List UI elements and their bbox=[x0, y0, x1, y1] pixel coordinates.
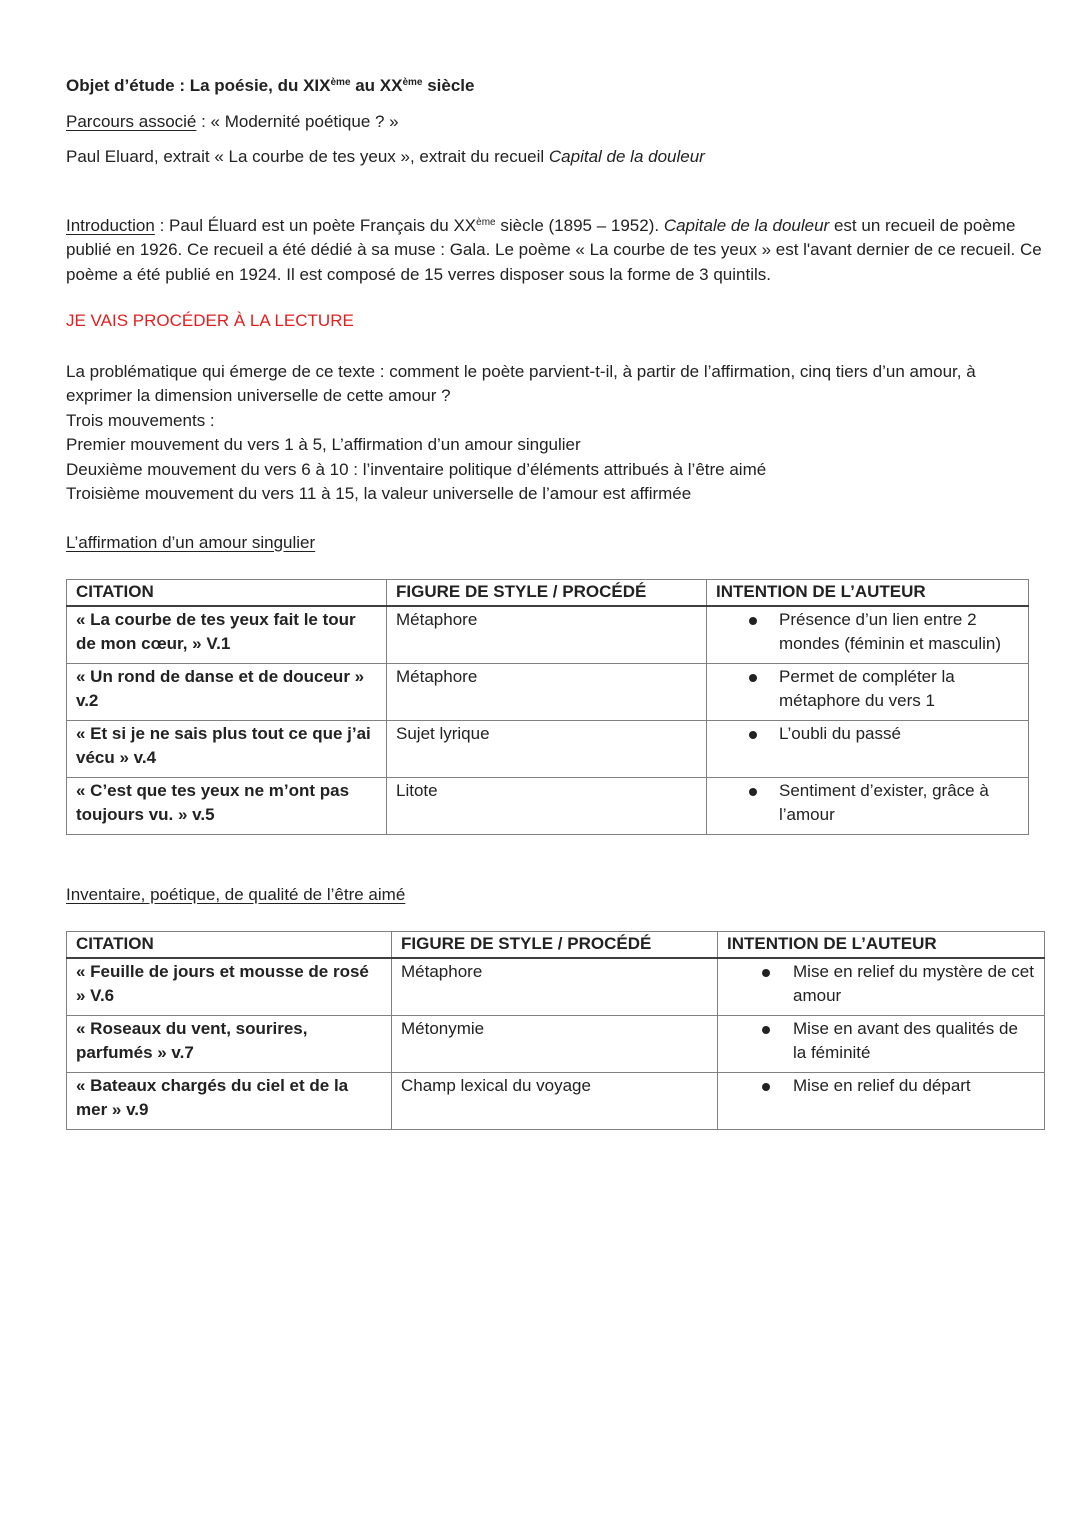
table-header-row bbox=[67, 932, 1045, 958]
intro-part3: est un recueil de poème publié en 1926. Ce recueil a été dédié à sa muse : Gala. Le poème « La courbe de tes yeux » est l'avant dernier de ce recueil. Ce poème a été publié en 1924. Il est composé de 15 verres disposer sous la forme de 3 quintils. bbox=[66, 215, 1042, 284]
source-recueil: Capital de la douleur bbox=[548, 147, 705, 166]
source-line bbox=[66, 145, 1046, 170]
parcours-line bbox=[66, 110, 1046, 135]
intention-cell bbox=[718, 958, 1045, 1016]
mouvement-3: Troisième mouvement du vers 11 à 15, la valeur universelle de l’amour est affirmée bbox=[66, 484, 692, 503]
intention-cell bbox=[718, 1072, 1045, 1129]
header-citation: CITATION bbox=[67, 932, 392, 958]
sup-2: ème bbox=[402, 77, 423, 88]
section1-title: L’affirmation d’un amour singulier bbox=[66, 532, 316, 552]
bullet-icon bbox=[749, 674, 757, 682]
introduction-paragraph bbox=[66, 214, 1046, 288]
intention-text: Mise en relief du départ bbox=[793, 1075, 971, 1095]
intention-cell bbox=[718, 1015, 1045, 1072]
intention-cell bbox=[707, 606, 1029, 664]
figure-cell: Métaphore bbox=[392, 958, 718, 1016]
intro-part2: siècle (1895 – 1952). bbox=[495, 215, 664, 235]
figure-cell: Sujet lyrique bbox=[387, 720, 707, 777]
objet-etude-heading bbox=[66, 74, 1046, 99]
intention-text: L’oubli du passé bbox=[779, 723, 901, 743]
mouvement-1: Premier mouvement du vers 1 à 5, L’affirmation d’un amour singulier bbox=[66, 435, 581, 454]
lecture-heading: JE VAIS PROCÉDER À LA LECTURE bbox=[66, 311, 354, 330]
objet-mid: au XX bbox=[350, 76, 403, 95]
mouvements-title: Trois mouvements : bbox=[66, 410, 215, 430]
figure-cell: Métaphore bbox=[387, 606, 707, 664]
header-intention: INTENTION DE L’AUTEUR bbox=[707, 580, 1029, 606]
intro-label: Introduction bbox=[66, 215, 155, 235]
table-row bbox=[67, 720, 1029, 777]
intention-cell bbox=[707, 777, 1029, 834]
source-text: Paul Eluard, extrait « La courbe de tes yeux », extrait du recueil bbox=[66, 147, 549, 166]
table-row bbox=[67, 606, 1029, 664]
figure-cell: Champ lexical du voyage bbox=[392, 1072, 718, 1129]
header-intention: INTENTION DE L’AUTEUR bbox=[718, 932, 1045, 958]
intention-text: Présence d’un lien entre 2 mondes (féminin et masculin) bbox=[779, 609, 1002, 653]
sup-1: ème bbox=[330, 77, 351, 88]
table-row bbox=[67, 663, 1029, 720]
intention-text: Sentiment d’exister, grâce à l’amour bbox=[779, 780, 989, 824]
table-amour-singulier bbox=[66, 579, 1029, 835]
figure-cell: Litote bbox=[387, 777, 707, 834]
header-citation: CITATION bbox=[67, 580, 387, 606]
citation-cell: « Roseaux du vent, sourires, parfumés » v.7 bbox=[67, 1015, 392, 1072]
objet-end: siècle bbox=[422, 76, 475, 95]
intention-text: Mise en relief du mystère de cet amour bbox=[793, 961, 1034, 1005]
problematique-question: La problématique qui émerge de ce texte : comment le poète parvient-t-il, à partir de l’affirmation, cinq tiers d’un amour, à exprimer la dimension universelle de cette amour ? bbox=[66, 361, 976, 405]
intro-part1: : Paul Éluard est un poète Français du XX bbox=[154, 215, 477, 235]
figure-cell: Métonymie bbox=[392, 1015, 718, 1072]
parcours-value: : « Modernité poétique ? » bbox=[196, 111, 399, 131]
objet-label: Objet d’étude : La poésie, du XIX bbox=[66, 76, 331, 95]
parcours-label: Parcours associé bbox=[66, 111, 197, 131]
section2-title: Inventaire, poétique, de qualité de l’être aimé bbox=[66, 884, 406, 904]
problematique-block bbox=[66, 360, 1046, 507]
header-figure: FIGURE DE STYLE / PROCÉDÉ bbox=[392, 932, 718, 958]
figure-cell: Métaphore bbox=[387, 663, 707, 720]
header-figure: FIGURE DE STYLE / PROCÉDÉ bbox=[387, 580, 707, 606]
document-page bbox=[66, 74, 1046, 1130]
intention-cell bbox=[707, 663, 1029, 720]
bullet-icon bbox=[762, 1026, 770, 1034]
intention-text: Permet de compléter la métaphore du vers 1 bbox=[779, 666, 955, 710]
citation-cell: « C’est que tes yeux ne m’ont pas toujours vu. » v.5 bbox=[67, 777, 387, 834]
intro-recueil: Capitale de la douleur bbox=[663, 215, 830, 235]
intro-sup: ème bbox=[476, 216, 496, 228]
citation-cell: « Et si je ne sais plus tout ce que j’ai vécu » v.4 bbox=[67, 720, 387, 777]
table-row bbox=[67, 958, 1045, 1016]
bullet-icon bbox=[749, 731, 757, 739]
intention-cell bbox=[707, 720, 1029, 777]
table-inventaire bbox=[66, 931, 1045, 1130]
table-row bbox=[67, 777, 1029, 834]
intention-text: Mise en avant des qualités de la féminité bbox=[793, 1018, 1018, 1062]
table-header-row bbox=[67, 580, 1029, 606]
bullet-icon bbox=[749, 617, 757, 625]
table-row bbox=[67, 1015, 1045, 1072]
bullet-icon bbox=[762, 969, 770, 977]
citation-cell: « Feuille de jours et mousse de rosé » V.6 bbox=[67, 958, 392, 1016]
table-row bbox=[67, 1072, 1045, 1129]
bullet-icon bbox=[749, 788, 757, 796]
citation-cell: « Bateaux chargés du ciel et de la mer » v.9 bbox=[67, 1072, 392, 1129]
citation-cell: « Un rond de danse et de douceur » v.2 bbox=[67, 663, 387, 720]
mouvement-2: Deuxième mouvement du vers 6 à 10 : l’inventaire politique d’éléments attribués à l’être aimé bbox=[66, 459, 767, 479]
bullet-icon bbox=[762, 1083, 770, 1091]
citation-cell: « La courbe de tes yeux fait le tour de mon cœur, » V.1 bbox=[67, 606, 387, 664]
